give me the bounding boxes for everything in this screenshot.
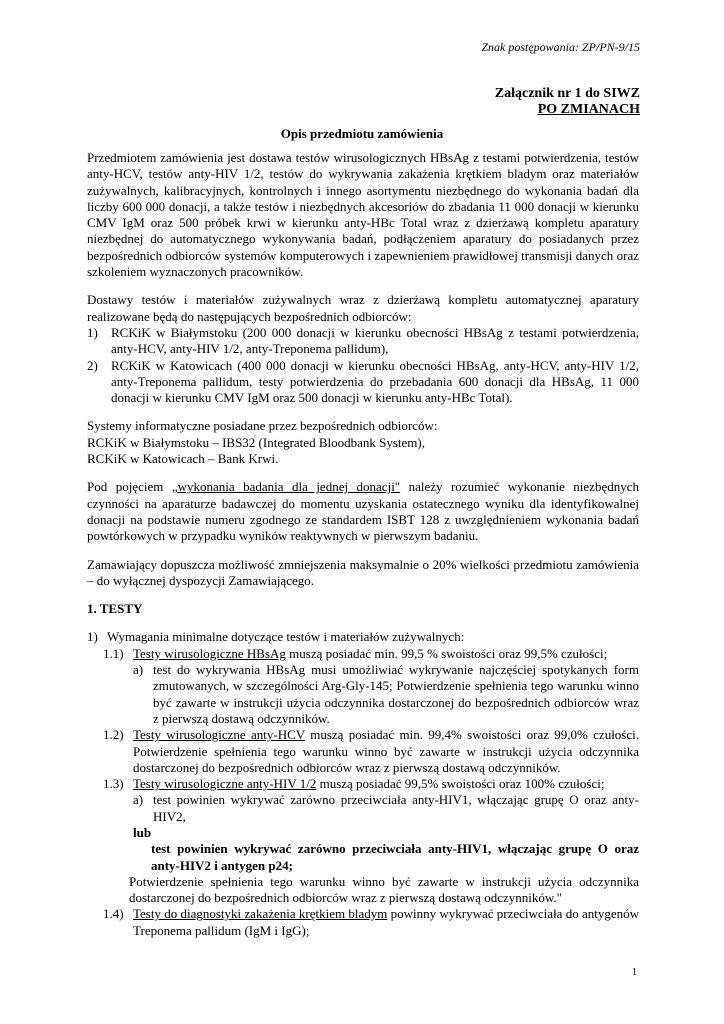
systems-section bbox=[87, 418, 639, 467]
definition-rest: należy rozumieć wykonanie niezbędnych czynności na aparaturze badawczej do momentu uzyskania ostatecznego wyniku dla identyfikowalnej donacji na podstawie numeru zgodnego ze standardem ISBT 128 z uwzględnieniem wykonania badań powtórkowych w przypadku wyników reaktywnych w pierwszym badaniu. bbox=[87, 479, 639, 544]
subpoint-text: test do wykrywania HBsAg musi umożliwiać wykrywanie najczęściej spotykanych form zmutowanych, w szczególności Arg-Gly-145; Potwierdzenie spełnienia tego warunku winno być zawarte w instrukcji użycia odczynnika dostarczonej do bezpośrednich odbiorców wraz z pierwszą dostawą odczynników. bbox=[153, 662, 639, 726]
list-item bbox=[87, 358, 639, 407]
requirement-1-2 bbox=[103, 727, 639, 776]
requirement-1-3 bbox=[103, 776, 639, 792]
case-number: Znak postępowania: ZP/PN-9/15 bbox=[481, 40, 640, 54]
document-title: Opis przedmiotu zamówienia bbox=[280, 126, 444, 141]
requirement-text: muszą posiadać min. 99,5 % swoistości oraz 99,5% czułości; bbox=[285, 645, 608, 661]
document-body bbox=[87, 150, 639, 939]
deliveries-section bbox=[87, 292, 639, 406]
requirements-text: Wymagania minimalne dotyczące testów i materiałów zużywalnych: bbox=[107, 629, 465, 645]
definition-prefix: Pod pojęciem bbox=[87, 479, 172, 495]
intro-paragraph: Przedmiotem zamówienia jest dostawa testów wirusologicznych HBsAg z testami potwierdzenia, testów anty-HCV, testów anty-HIV 1/2, testów do wykrywania zakażenia krętkiem bladym oraz materiałów zużywalnych, kalibracyjnych, kontrolnych i innego asortymentu niezbędnego do wykonania badań dla liczby 600 000 donacji, a także testów i niezbędnych akcesoriów do zbadania 11 000 donacji w kierunku CMV IgM oraz 500 próbek krwi w kierunku anty-HBc Total wraz z dzierżawą kompletu aparatury niezbędnej do automatycznego wykonywania badań, podłączeniem aparatury do posiadanych przez bezpośrednich odbiorców systemów komputerowych i zapewnieniem prawidłowej transmisji danych oraz szkoleniem wyznaczonych pracowników. bbox=[87, 150, 639, 280]
annex-header bbox=[495, 86, 640, 118]
requirement-1-1-a bbox=[133, 662, 639, 727]
requirement-1-1 bbox=[103, 646, 639, 662]
requirements-intro bbox=[87, 629, 639, 645]
systems-bialystok: RCKiK w Białymstoku – IBS32 (Integrated Bloodbank System), bbox=[87, 434, 425, 450]
list-item-number: 2) bbox=[87, 357, 98, 373]
requirement-number: 1.2) bbox=[103, 727, 124, 743]
requirement-number: 1.3) bbox=[103, 776, 124, 792]
deliveries-intro: Dostawy testów i materiałów zużywalnych wraz z dzierżawą kompletu automatycznej aparatury realizowane będą do następujących bezpośrednich odbiorców: bbox=[87, 292, 639, 324]
subpoint-letter: a) bbox=[133, 662, 144, 678]
reduction-paragraph: Zamawiający dopuszcza możliwość zmniejszenia maksymalnie o 20% wielkości przedmiotu zamówienia – do wyłącznej dyspozycji Zamawiającego. bbox=[87, 556, 639, 588]
requirement-underlined: Testy do diagnostyki zakażenia krętkiem bladym bbox=[133, 906, 388, 922]
systems-intro: Systemy informatyczne posiadane przez bezpośrednich odbiorców: bbox=[87, 418, 438, 434]
list-item-text: RCKiK w Białymstoku (200 000 donacji w kierunku obecności HBsAg z testami potwierdzenia, anty-HCV, anty-HIV 1/2, anty-Treponema pallidum), bbox=[111, 324, 639, 357]
alternative-text: test powinien wykrywać zarówno przeciwciała anty-HIV1, włączając grupę O oraz anty-HIV2 i antygen p24; bbox=[151, 841, 639, 873]
requirement-text: powinny wykrywać przeciwciała do antygenów Treponema pallidum (IgM i IgG); bbox=[133, 906, 639, 938]
requirement-underlined: Testy wirusologiczne HBsAg bbox=[133, 645, 286, 661]
systems-katowice: RCKiK w Katowicach – Bank Krwi. bbox=[87, 451, 279, 467]
requirement-text: muszą posiadać 99,5% swoistości oraz 100% czułości; bbox=[316, 776, 605, 792]
requirements-number: 1) bbox=[87, 629, 98, 645]
confirmation-text: Potwierdzenie spełnienia tego warunku winno być zawarte w instrukcji użycia odczynnika dostarczonej do bezpośrednich odbiorców wraz z pierwszą dostawą odczynników." bbox=[129, 873, 639, 906]
subpoint-letter: a) bbox=[133, 792, 144, 808]
requirement-number: 1.4) bbox=[103, 906, 124, 922]
requirement-1-3-a bbox=[133, 792, 639, 825]
list-item-text: RCKiK w Katowicach (400 000 donacji w kierunku obecności HBsAg, anty-HCV, anty-HIV 1/2, anty-Treponema pallidum, testy potwierdzenia do przebadania 600 donacji dla HBsAg, 11 000 donacji w kierunku CMV IgM oraz 500 donacji w kierunku anty-HBc Total). bbox=[111, 357, 639, 406]
requirement-1-4 bbox=[103, 906, 639, 939]
page-number: 1 bbox=[632, 967, 637, 978]
annex-revision: PO ZMIANACH bbox=[537, 102, 640, 117]
requirement-underlined: Testy wirusologiczne anty-HIV 1/2 bbox=[133, 776, 317, 792]
list-item bbox=[87, 325, 639, 358]
subpoint-text: test powinien wykrywać zarówno przeciwciała anty-HIV1, włączając grupę O oraz anty-HIV2, bbox=[153, 792, 639, 824]
definition-paragraph bbox=[87, 479, 639, 544]
requirement-number: 1.1) bbox=[103, 645, 124, 661]
definition-term: „wykonania badania dla jednej donacji" bbox=[171, 479, 401, 495]
list-item-number: 1) bbox=[87, 324, 98, 340]
requirement-underlined: Testy wirusologiczne anty-HCV bbox=[133, 727, 305, 743]
alternative-lub: lub bbox=[133, 824, 152, 840]
section-heading: 1. TESTY bbox=[87, 601, 143, 617]
requirement-text: muszą posiadać min. 99,4% swoistości oraz 99,0% czułości. Potwierdzenie spełnienia tego warunku winno być zawarte w instrukcji użycia odczynnika dostarczonej do bezpośrednich odbiorców wraz z pierwszą dostawą odczynników. bbox=[133, 727, 639, 775]
annex-title: Załącznik nr 1 do SIWZ bbox=[494, 86, 640, 101]
